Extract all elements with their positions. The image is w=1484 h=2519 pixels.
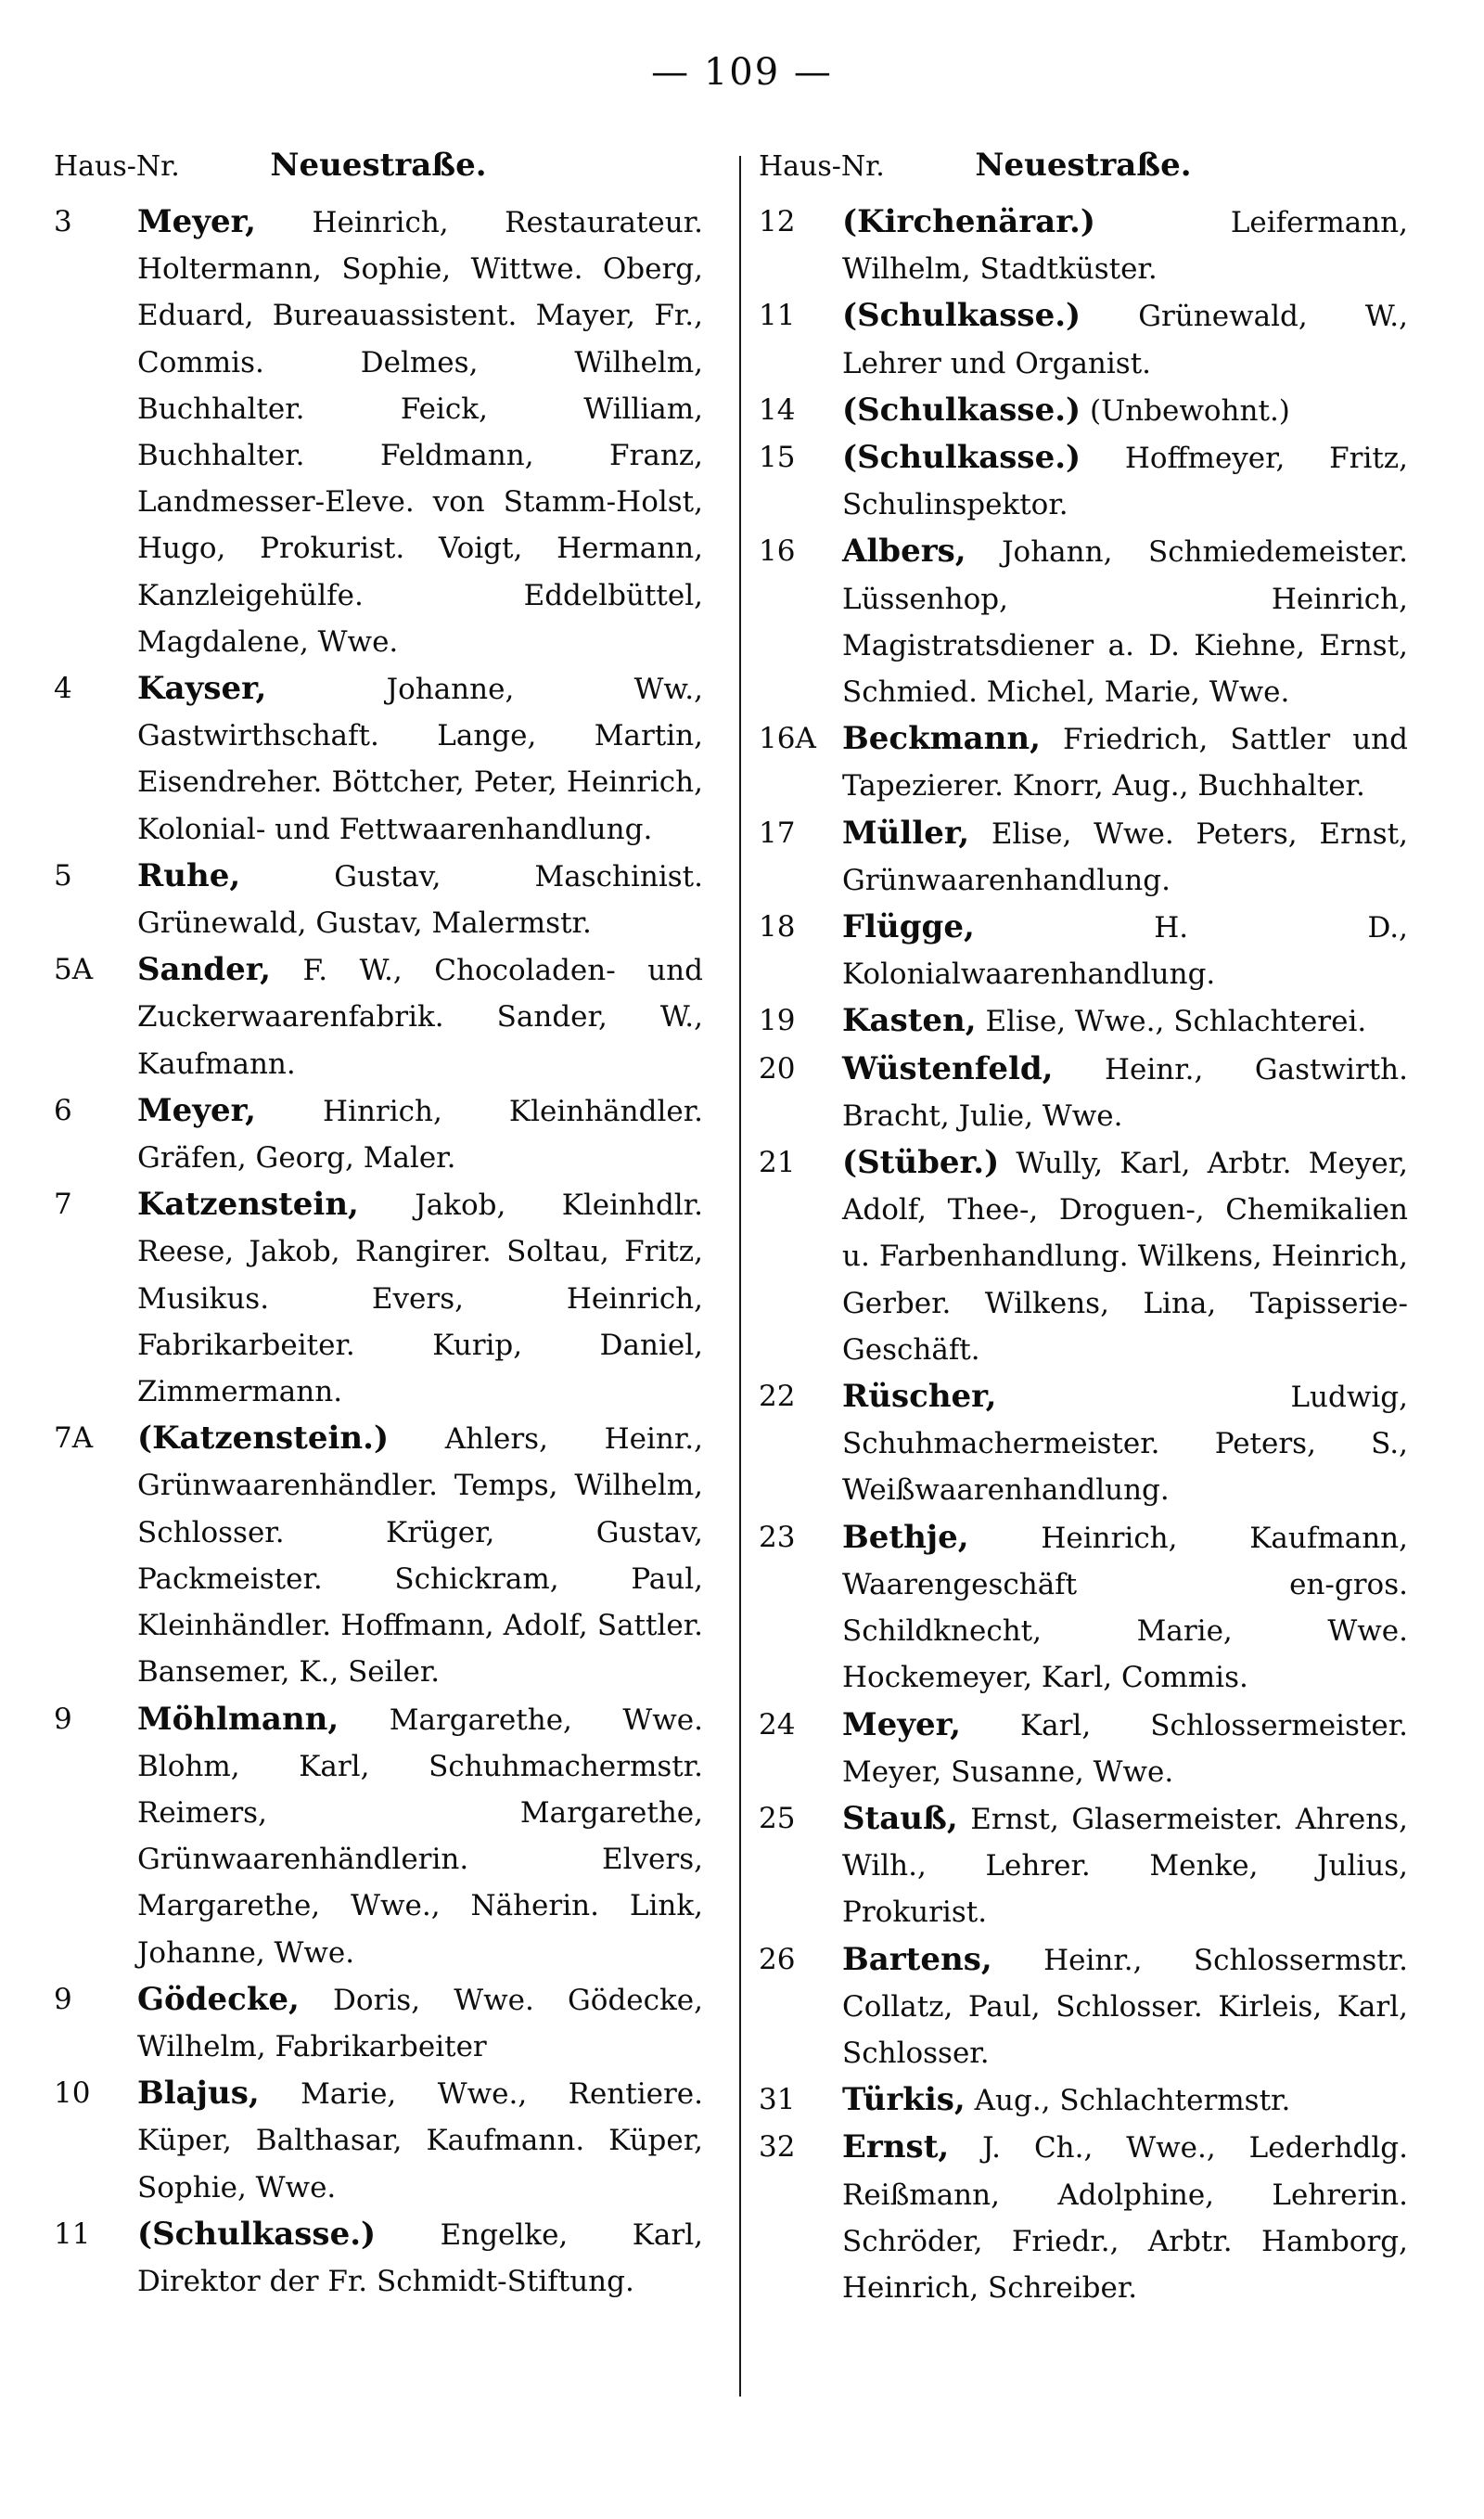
entry-text: H. D., Kolonialwaarenhandlung. [842, 911, 1408, 992]
entry [759, 1795, 1408, 1936]
entry [759, 1373, 1408, 1514]
entry-name: Beckmann, [842, 720, 1041, 758]
entry [759, 528, 1408, 715]
entry-name: (Schulkasse.) [842, 391, 1081, 429]
entry-name: Kayser, [137, 670, 267, 708]
house-number: 5 [54, 858, 72, 893]
entry-text: Leifermann, Wilhelm, Stadtküster. [842, 206, 1408, 287]
house-number: 20 [759, 1051, 796, 1086]
entry-text: Hinrich, Kleinhändler. Gräfen, Georg, Maler. [137, 1094, 703, 1176]
entry-text: Wully, Karl, Arbtr. Meyer, Adolf, Thee-, Droguen-, Chemikalien u. Farbenhandlung. Wilkens, Heinrich, Gerber. Wilkens, Lina, Tapisserie-Geschäft. [842, 1147, 1408, 1367]
entry [54, 2070, 703, 2211]
house-number: 17 [759, 816, 796, 850]
house-number: 31 [759, 2083, 796, 2117]
house-number: 7 [54, 1188, 72, 1222]
entry-text: Gustav, Maschinist. Grünewald, Gustav, Malermstr. [137, 859, 703, 941]
entry [54, 853, 703, 946]
entry-name: (Schulkasse.) [842, 297, 1081, 335]
entry-name: Blajus, [137, 2075, 260, 2113]
entry [759, 2076, 1408, 2124]
house-number: 11 [759, 299, 796, 333]
entry-name: Gödecke, [137, 1980, 300, 2018]
left-column [54, 147, 703, 2305]
entry [759, 1936, 1408, 2077]
entry-name: Katzenstein, [137, 1186, 359, 1224]
entry-text: Elise, Wwe., Schlachterei. [976, 1005, 1367, 1039]
entry-name: Möhlmann, [137, 1700, 339, 1738]
house-number: 12 [759, 205, 796, 238]
entry-name: Müller, [842, 814, 970, 852]
entry-text: Hoffmeyer, Fritz, Schulinspektor. [842, 442, 1408, 522]
entry-text: Heinr., Gastwirth. Bracht, Julie, Wwe. [842, 1052, 1408, 1133]
house-number: 16A [759, 722, 816, 756]
entry [54, 665, 703, 853]
entry [54, 199, 703, 665]
house-number: 16 [759, 534, 796, 569]
entry [759, 810, 1408, 904]
house-number: 5A [54, 953, 94, 987]
entry-name: Flügge, [842, 908, 975, 946]
house-number: 9 [54, 1702, 72, 1736]
entry-text: Grünewald, W., Lehrer und Organist. [842, 300, 1408, 380]
entry-text: Karl, Schlossermeister. Meyer, Susanne, Wwe. [842, 1708, 1408, 1789]
entry-name: Wüstenfeld, [842, 1049, 1054, 1087]
house-number: 11 [54, 2217, 91, 2251]
entry-text: Heinrich, Kaufmann, Waarengeschäft en-gros. Schildknecht, Marie, Wwe. Hockemeyer, Karl, Commis. [842, 1521, 1408, 1695]
entry [759, 387, 1408, 434]
entry-name: Kasten, [842, 1002, 977, 1040]
entry-name: Ruhe, [137, 856, 241, 894]
entry-text: F. W., Chocoladen- und Zuckerwaarenfabrik. Sander, W., Kaufmann. [137, 954, 703, 1081]
entry-name: Stauß, [842, 1799, 958, 1837]
house-number: 9 [54, 1982, 72, 2016]
entry [759, 199, 1408, 292]
entry-text: Heinr., Schlossermstr. Collatz, Paul, Schlosser. Kirleis, Karl, Schlosser. [842, 1943, 1408, 2070]
house-number: 4 [54, 672, 72, 706]
entry [54, 1415, 703, 1695]
entry-name: Sander, [137, 951, 271, 989]
entry-name: (Schulkasse.) [842, 439, 1081, 477]
entry-name: Albers, [842, 533, 966, 571]
house-number: 25 [759, 1801, 796, 1835]
entry-text: Doris, Wwe. Gödecke, Wilhelm, Fabrikarbeiter [137, 1983, 703, 2063]
entry-name: Bartens, [842, 1940, 992, 1978]
house-number-label: Haus-Nr. [759, 150, 885, 183]
entry [759, 292, 1408, 386]
house-number: 32 [759, 2130, 796, 2165]
entry-text: Engelke, Karl, Direktor der Fr. Schmidt-Stiftung. [137, 2217, 703, 2298]
street-heading: Neuestraße. [270, 147, 487, 184]
entry [759, 1139, 1408, 1373]
entry-name: Bethje, [842, 1518, 969, 1556]
entry [54, 1976, 703, 2070]
entry-name: (Kirchenärar.) [842, 203, 1095, 240]
entry-text: Marie, Wwe., Rentiere. Küper, Balthasar, Kaufmann. Küper, Sophie, Wwe. [137, 2077, 703, 2204]
entry [759, 904, 1408, 997]
house-number: 24 [759, 1707, 796, 1741]
entry-text: Heinrich, Restaurateur. Holtermann, Sophie, Wittwe. Oberg, Eduard, Bureauassistent. Mayer, Fr., Commis. Delmes, Wilhelm, Buchhalter. Feick, William, Buchhalter. Feldmann, Franz, Landmesser-Eleve. von Stamm-Holst, Hugo, Prokurist. Voigt, Hermann, Kanzleigehülfe. Eddelbüttel, Magdalene, Wwe. [137, 206, 703, 659]
entry [759, 997, 1408, 1045]
entry-name: Meyer, [842, 1705, 961, 1743]
house-number: 14 [759, 392, 796, 427]
entry-text: Friedrich, Sattler und Tapezierer. Knorr, Aug., Buchhalter. [842, 723, 1408, 803]
house-number: 21 [759, 1146, 796, 1180]
entry-name: Rüscher, [842, 1378, 997, 1416]
left-column-header [54, 147, 703, 199]
entry [759, 1514, 1408, 1702]
house-number: 7A [54, 1421, 94, 1456]
entry [759, 434, 1408, 528]
right-column-header [759, 147, 1408, 199]
house-number: 22 [759, 1380, 796, 1414]
house-number: 18 [759, 910, 796, 945]
entry [759, 1702, 1408, 1795]
entry [54, 1087, 703, 1181]
entry-name: (Schulkasse.) [137, 2215, 377, 2253]
house-number: 19 [759, 1004, 796, 1038]
entry-text: Ahlers, Heinr., Grünwaarenhändler. Temps, Wilhelm, Schlosser. Krüger, Gustav, Packmeister. Schickram, Paul, Kleinhändler. Hoffmann, Adolf, Sattler. Bansemer, K., Seiler. [137, 1422, 703, 1690]
entry-name: (Stüber.) [842, 1144, 1000, 1182]
column-divider [739, 156, 741, 2397]
entry-text: Ludwig, Schuhmachermeister. Peters, S., Weißwaarenhandlung. [842, 1381, 1408, 1508]
house-number: 6 [54, 1093, 72, 1127]
entry-text: Ernst, Glasermeister. Ahrens, Wilh., Lehrer. Menke, Julius, Prokurist. [842, 1802, 1408, 1930]
entry [759, 715, 1408, 809]
entry-text: Jakob, Kleinhdlr. Reese, Jakob, Rangirer. Soltau, Fritz, Musikus. Evers, Heinrich, Fabrikarbeiter. Kurip, Daniel, Zimmermann. [137, 1189, 703, 1409]
entry-text: (Unbewohnt.) [1081, 393, 1290, 428]
house-number: 15 [759, 441, 796, 475]
entry-text: Aug., Schlachtermstr. [965, 2084, 1291, 2118]
entry-name: (Katzenstein.) [137, 1420, 390, 1458]
entry [54, 1696, 703, 1976]
house-number: 3 [54, 205, 72, 238]
entry [54, 2211, 703, 2305]
house-number: 26 [759, 1942, 796, 1976]
entry [759, 1046, 1408, 1139]
entry-name: Meyer, [137, 1091, 256, 1129]
entry-name: Türkis, [842, 2081, 966, 2119]
house-number: 23 [759, 1520, 796, 1554]
entry-text: Johann, Schmiedemeister. Lüssenhop, Heinrich, Magistratsdiener a. D. Kiehne, Ernst, Schmied. Michel, Marie, Wwe. [842, 535, 1408, 710]
right-column [759, 147, 1408, 2311]
entry-text: J. Ch., Wwe., Lederhdlg. Reißmann, Adolphine, Lehrerin. Schröder, Friedr., Arbtr. Hamborg, Heinrich, Schreiber. [842, 2131, 1408, 2305]
entry [54, 1181, 703, 1415]
entry-text: Elise, Wwe. Peters, Ernst, Grünwaarenhandlung. [842, 816, 1408, 897]
entry-name: Ernst, [842, 2128, 950, 2166]
house-number: 10 [54, 2076, 91, 2111]
house-number-label: Haus-Nr. [54, 150, 180, 183]
entry [759, 2124, 1408, 2311]
entry-text: Margarethe, Wwe. Blohm, Karl, Schuhmachermstr. Reimers, Margarethe, Grünwaarenhändlerin. Elvers, Margarethe, Wwe., Näherin. Link, Johanne, Wwe. [137, 1703, 703, 1970]
entry-text: Johanne, Ww., Gastwirthschaft. Lange, Martin, Eisendreher. Böttcher, Peter, Heinrich, Kolonial- und Fettwaarenhandlung. [137, 673, 703, 846]
street-heading: Neuestraße. [975, 147, 1192, 184]
entry [54, 946, 703, 1087]
entry-name: Meyer, [137, 203, 256, 240]
page-number: — 109 — [651, 51, 833, 94]
